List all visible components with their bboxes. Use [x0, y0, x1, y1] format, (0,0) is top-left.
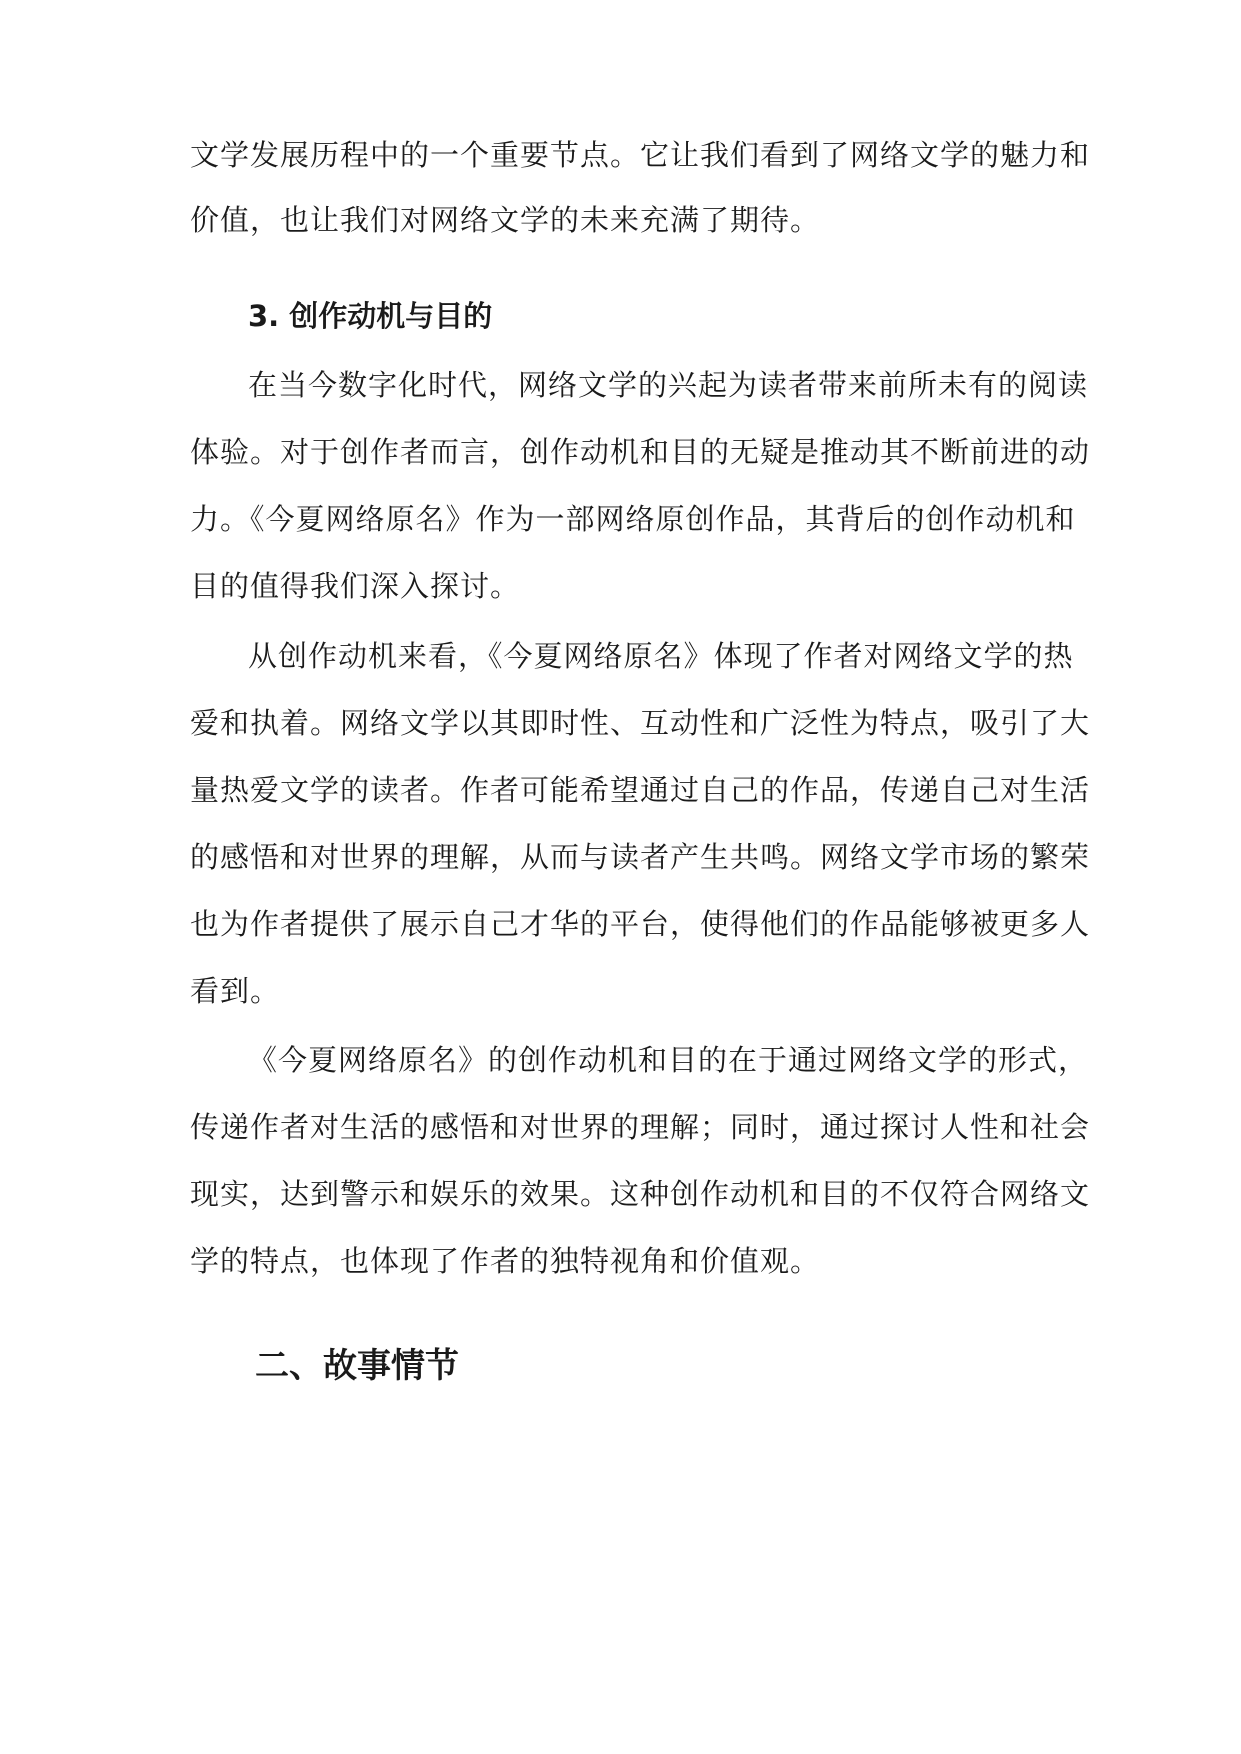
- paragraph-line: 《今夏网络原名》的创作动机和目的在于通过网络文学的形式，: [248, 1043, 1089, 1077]
- paragraph-line: 爱和执着。网络文学以其即时性、互动性和广泛性为特点，吸引了大: [190, 706, 1091, 740]
- paragraph-line: 目的值得我们深入探讨。: [190, 569, 521, 603]
- chapter-heading: 二、故事情节: [255, 1346, 459, 1386]
- paragraph-line: 从创作动机来看，《今夏网络原名》体现了作者对网络文学的热: [248, 639, 1074, 673]
- paragraph-line: 学的特点，也体现了作者的独特视角和价值观。: [190, 1244, 821, 1278]
- paragraph-line: 也为作者提供了展示自己才华的平台，使得他们的作品能够被更多人: [190, 907, 1091, 941]
- paragraph-line: 价值，也让我们对网络文学的未来充满了期待。: [190, 203, 821, 237]
- paragraph-line: 量热爱文学的读者。作者可能希望通过自己的作品，传递自己对生活: [190, 773, 1091, 807]
- paragraph-line: 现实，达到警示和娱乐的效果。这种创作动机和目的不仅符合网络文: [190, 1177, 1091, 1211]
- paragraph-line: 看到。: [190, 974, 281, 1008]
- paragraph-line: 传递作者对生活的感悟和对世界的理解；同时，通过探讨人性和社会: [190, 1110, 1091, 1144]
- section-heading: 3. 创作动机与目的: [248, 299, 493, 333]
- paragraph-line: 文学发展历程中的一个重要节点。它让我们看到了网络文学的魅力和: [190, 138, 1091, 172]
- paragraph-line: 力。《今夏网络原名》作为一部网络原创作品，其背后的创作动机和: [190, 502, 1076, 536]
- paragraph-line: 的感悟和对世界的理解，从而与读者产生共鸣。网络文学市场的繁荣: [190, 840, 1091, 874]
- paragraph-line: 体验。对于创作者而言，创作动机和目的无疑是推动其不断前进的动: [190, 435, 1091, 469]
- paragraph-line: 在当今数字化时代，网络文学的兴起为读者带来前所未有的阅读: [248, 368, 1089, 402]
